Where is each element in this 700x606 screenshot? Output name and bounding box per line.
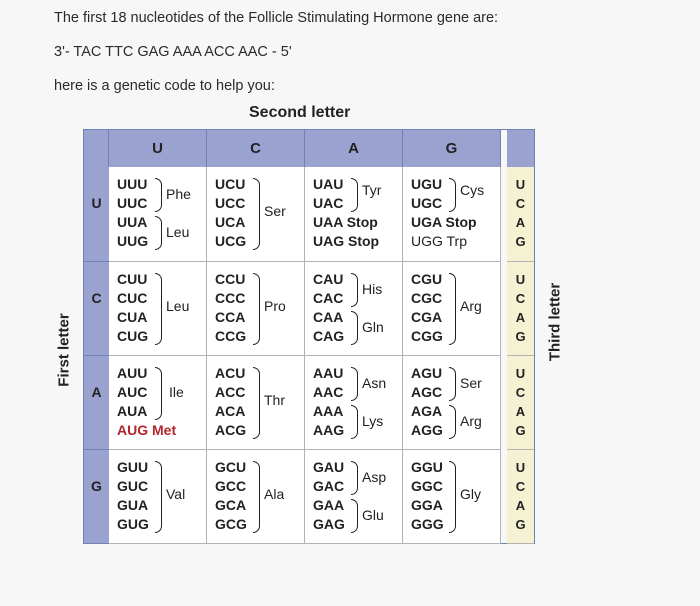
codon-label: GCA — [215, 497, 247, 513]
bracket-shape — [449, 461, 456, 533]
bracket-shape — [351, 367, 358, 401]
codon-label: GUA — [117, 497, 149, 513]
column-header-u: U — [109, 130, 207, 167]
stop-codon-label: UAA Stop — [313, 214, 378, 230]
bracket-shape — [155, 367, 162, 420]
trp-codon-label: UGG Trp — [411, 233, 468, 249]
third-letter-a: A — [515, 498, 526, 513]
codon-label: GUG — [117, 516, 149, 532]
bracket-shape — [155, 461, 162, 533]
codon-label: UCA — [215, 214, 246, 230]
codon-label: UUC — [117, 195, 148, 211]
codon-label: UGC — [411, 195, 443, 211]
codon-label: GGG — [411, 516, 444, 532]
codon-label: GGC — [411, 478, 443, 494]
amino-acid-label: Ile — [169, 384, 184, 400]
question-sequence: 3'- TAC TTC GAG AAA ACC AAC - 5' — [54, 44, 292, 60]
bracket-shape — [449, 178, 456, 212]
codon-label: UCU — [215, 176, 246, 192]
codon-label: AUA — [117, 403, 148, 419]
codon-label: CCU — [215, 271, 246, 287]
column-header-a: A — [305, 130, 403, 167]
codon-label: CUA — [117, 309, 148, 325]
codon-label: AAC — [313, 384, 344, 400]
genetic-code-table — [83, 129, 535, 544]
codon-cell-gu — [109, 450, 207, 544]
codon-label: UCC — [215, 195, 246, 211]
codon-label: ACA — [215, 403, 246, 419]
codon-label: AUU — [117, 365, 148, 381]
codon-label: CGG — [411, 328, 443, 344]
codon-label: GGA — [411, 497, 443, 513]
codon-label: GCU — [215, 459, 247, 475]
bracket-shape — [253, 273, 260, 345]
table-corner — [84, 130, 109, 167]
codon-label: UAU — [313, 176, 344, 192]
amino-acid-label: Glu — [362, 507, 384, 523]
codon-label: AGC — [411, 384, 443, 400]
amino-acid-label: Gln — [362, 319, 384, 335]
third-letter-a: A — [515, 215, 526, 230]
amino-acid-label: Tyr — [362, 182, 382, 198]
codon-cell-uu — [109, 167, 207, 262]
codon-label: GAA — [313, 497, 345, 513]
codon-label: GCC — [215, 478, 247, 494]
codon-label: UCG — [215, 233, 247, 249]
amino-acid-label: Lys — [362, 413, 384, 429]
codon-label: ACC — [215, 384, 246, 400]
bracket-shape — [155, 216, 162, 250]
row-header-a: A — [84, 356, 109, 450]
codon-label: UUG — [117, 233, 149, 249]
start-codon-label: AUG Met — [117, 422, 177, 438]
amino-acid-label: Ser — [264, 203, 286, 219]
codon-label: GCG — [215, 516, 247, 532]
codon-label: CAU — [313, 271, 344, 287]
codon-cell-gc — [207, 450, 305, 544]
codon-label: UUA — [117, 214, 148, 230]
third-letter-c: C — [515, 291, 526, 306]
second-letter-label: Second letter — [249, 104, 351, 121]
amino-acid-label: Cys — [460, 182, 485, 198]
codon-label: AAG — [313, 422, 345, 438]
third-letter-g: G — [515, 234, 526, 249]
codon-label: AAA — [313, 403, 344, 419]
codon-cell-ug — [403, 167, 501, 262]
column-header-g: G — [403, 130, 501, 167]
third-letter-g: G — [515, 329, 526, 344]
codon-label: GAU — [313, 459, 345, 475]
codon-label: CCG — [215, 328, 247, 344]
codon-cell-ga — [305, 450, 403, 544]
codon-label: UAC — [313, 195, 344, 211]
third-letter-a: A — [515, 404, 526, 419]
codon-label: AUC — [117, 384, 148, 400]
codon-label: GUC — [117, 478, 149, 494]
bracket-shape — [449, 367, 456, 401]
column-header-c: C — [207, 130, 305, 167]
bracket-shape — [449, 273, 456, 345]
bracket-shape — [351, 273, 358, 307]
third-letter-u: U — [515, 272, 526, 287]
third-letter-u: U — [515, 177, 526, 192]
codon-label: UGU — [411, 176, 443, 192]
codon-label: CGC — [411, 290, 443, 306]
codon-label: CGA — [411, 309, 443, 325]
amino-acid-label: Arg — [460, 413, 482, 429]
codon-label: CUC — [117, 290, 148, 306]
bracket-shape — [351, 499, 358, 533]
codon-label: AGA — [411, 403, 443, 419]
codon-label: AAU — [313, 365, 344, 381]
first-letter-label: First letter — [55, 313, 73, 387]
question-line-3: here is a genetic code to help you: — [54, 78, 275, 94]
amino-acid-label: Thr — [264, 392, 285, 408]
codon-label: CAC — [313, 290, 344, 306]
row-header-c: C — [84, 262, 109, 356]
codon-label: CAG — [313, 328, 345, 344]
amino-acid-label: Asn — [362, 375, 387, 391]
amino-acid-label: Gly — [460, 486, 481, 502]
third-letter-c: C — [515, 479, 526, 494]
third-letter-column — [507, 450, 534, 544]
codon-label: ACG — [215, 422, 247, 438]
amino-acid-label: His — [362, 281, 383, 297]
bracket-shape — [351, 461, 358, 495]
bracket-shape — [449, 405, 456, 439]
codon-cell-ca — [305, 262, 403, 356]
third-letter-u: U — [515, 460, 526, 475]
third-letter-g: G — [515, 423, 526, 438]
bracket-shape — [253, 178, 260, 250]
stop-codon-label: UAG Stop — [313, 233, 380, 249]
bracket-shape — [351, 178, 358, 212]
bracket-shape — [351, 405, 358, 439]
codon-label: ACU — [215, 365, 246, 381]
third-letter-a: A — [515, 310, 526, 325]
codon-label: GAC — [313, 478, 345, 494]
codon-cell-aa — [305, 356, 403, 450]
codon-label: CUG — [117, 328, 149, 344]
amino-acid-label: Val — [166, 486, 186, 502]
codon-label: CCA — [215, 309, 246, 325]
codon-label: GAG — [313, 516, 345, 532]
codon-label: CAA — [313, 309, 344, 325]
third-letter-g: G — [515, 517, 526, 532]
amino-acid-label: Arg — [460, 298, 482, 314]
codon-label: GGU — [411, 459, 443, 475]
codon-cell-uc — [207, 167, 305, 262]
codon-cell-ag — [403, 356, 501, 450]
codon-label: CGU — [411, 271, 443, 287]
codon-cell-gg — [403, 450, 501, 544]
third-letter-column — [507, 356, 534, 450]
codon-label: UUU — [117, 176, 148, 192]
bracket-shape — [253, 461, 260, 533]
stop-codon-label: UGA Stop — [411, 214, 477, 230]
third-letter-c: C — [515, 385, 526, 400]
bracket-shape — [155, 273, 162, 345]
row-header-g: G — [84, 450, 109, 544]
codon-cell-cu — [109, 262, 207, 356]
bracket-shape — [253, 367, 260, 439]
row-header-u: U — [84, 167, 109, 262]
third-letter-column — [507, 167, 534, 262]
amino-acid-label: Leu — [166, 298, 190, 314]
third-header-cell — [507, 130, 534, 167]
codon-label: GUU — [117, 459, 149, 475]
amino-acid-label: Phe — [166, 186, 191, 202]
codon-cell-cg — [403, 262, 501, 356]
amino-acid-label: Ser — [460, 375, 482, 391]
bracket-shape — [155, 178, 162, 212]
amino-acid-label: Leu — [166, 224, 190, 240]
codon-label: CCC — [215, 290, 246, 306]
amino-acid-label: Pro — [264, 298, 286, 314]
codon-cell-ua — [305, 167, 403, 262]
codon-label: AGG — [411, 422, 443, 438]
question-line-1: The first 18 nucleotides of the Follicle Stimulating Hormone gene are: — [54, 10, 499, 26]
third-letter-label: Third letter — [546, 282, 564, 362]
codon-cell-au — [109, 356, 207, 450]
amino-acid-label: Asp — [362, 469, 387, 485]
third-letter-u: U — [515, 366, 526, 381]
third-letter-c: C — [515, 196, 526, 211]
codon-cell-ac — [207, 356, 305, 450]
third-letter-column — [507, 262, 534, 356]
codon-label: AGU — [411, 365, 443, 381]
codon-label: CUU — [117, 271, 148, 287]
bracket-shape — [351, 311, 358, 345]
amino-acid-label: Ala — [264, 486, 285, 502]
codon-cell-cc — [207, 262, 305, 356]
